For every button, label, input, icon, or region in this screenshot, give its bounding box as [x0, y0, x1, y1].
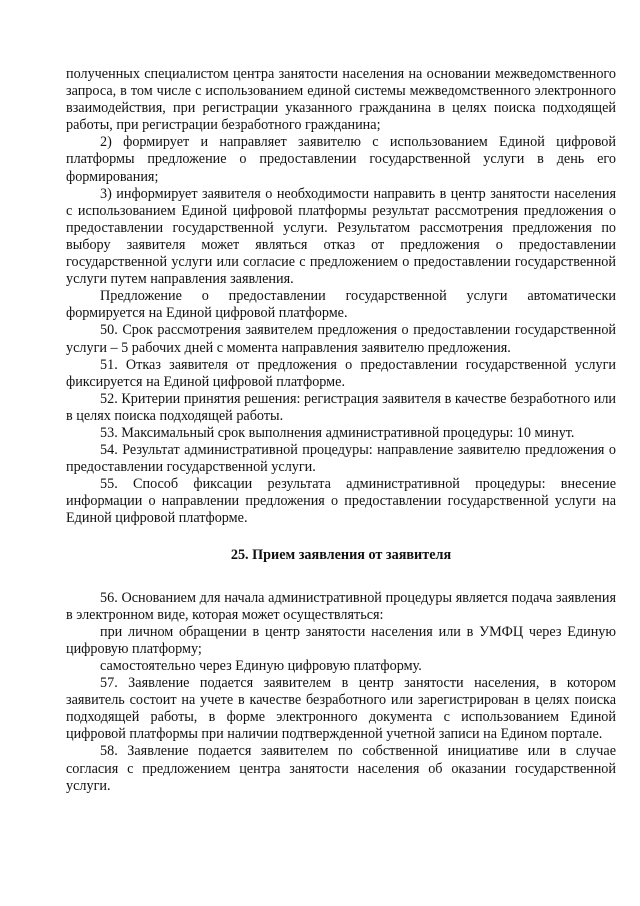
paragraph-continuation: полученных специалистом центра занятости населения на основании межведомственного запроса, в том числе с использованием единой системы межведомственного электронного взаимодействия, при регистрации указанного гражданина в целях поиска подходящей работы, при регистрации безработного гражданина;	[66, 66, 616, 134]
paragraph-offer-auto: Предложение о предоставлении государственной услуги автоматически формируется на Единой цифровой платформе.	[66, 288, 616, 322]
paragraph-53: 53. Максимальный срок выполнения административной процедуры: 10 минут.	[100, 424, 575, 441]
paragraph-51: 51. Отказ заявителя от предложения о предоставлении государственной услуги фиксируется на Единой цифровой платформе.	[66, 356, 616, 390]
paragraph-self-service: самостоятельно через Единую цифровую платформу.	[100, 658, 422, 674]
paragraph-55: 55. Способ фиксации результата административной процедуры: внесение информации о направлении предложения о предоставлении государственной услуги на Единой цифровой платформе.	[66, 476, 616, 527]
paragraph-personal-visit: при личном обращении в центр занятости населения или в УМФЦ через Единую цифровую платформу;	[66, 623, 616, 657]
section-heading: 25. Прием заявления от заявителя	[230, 546, 452, 563]
paragraph-item-3: 3) информирует заявителя о необходимости направить в центр занятости населения с использованием Единой цифровой платформы результат рассмотрения предложения о предоставлении государственной услуги. Результатом рассмотрения предложения по выбору заявителя может являться отказ от предложения о предоставлении государственной услуги или согласие с предложением о предоставлении государственной услуги путем направления заявления.	[66, 185, 616, 288]
paragraph-item-2: 2) формирует и направляет заявителю с использованием Единой цифровой платформы предложение о предоставлении государственной услуги в день его формирования;	[66, 134, 616, 185]
paragraph-50: 50. Срок рассмотрения заявителем предложения о предоставлении государственной услуги – 5 рабочих дней с момента направления заявителю предложения.	[66, 322, 616, 356]
paragraph-57: 57. Заявление подается заявителем в центр занятости населения, в котором заявитель состоит на учете в качестве безработного или зарегистрирован в целях поиска подходящей работы, в форме электронного документа с использованием Единой цифровой платформы при наличии подтвержденной учетной записи на Едином портале.	[66, 675, 616, 743]
document-page	[66, 66, 616, 795]
paragraph-56: 56. Основанием для начала административной процедуры является подача заявления в электронном виде, которая может осуществляться:	[66, 589, 616, 623]
spacer	[66, 528, 616, 547]
paragraph-58: 58. Заявление подается заявителем по собственной инициативе или в случае согласия с предложением центра занятости населения об оказании государственной услуги.	[66, 743, 616, 794]
paragraph-52: 52. Критерии принятия решения: регистрация заявителя в качестве безработного или в целях поиска подходящей работы.	[66, 390, 616, 424]
spacer	[66, 564, 616, 590]
paragraph-54: 54. Результат административной процедуры: направление заявителю предложения о предоставлении государственной услуги.	[66, 442, 616, 476]
